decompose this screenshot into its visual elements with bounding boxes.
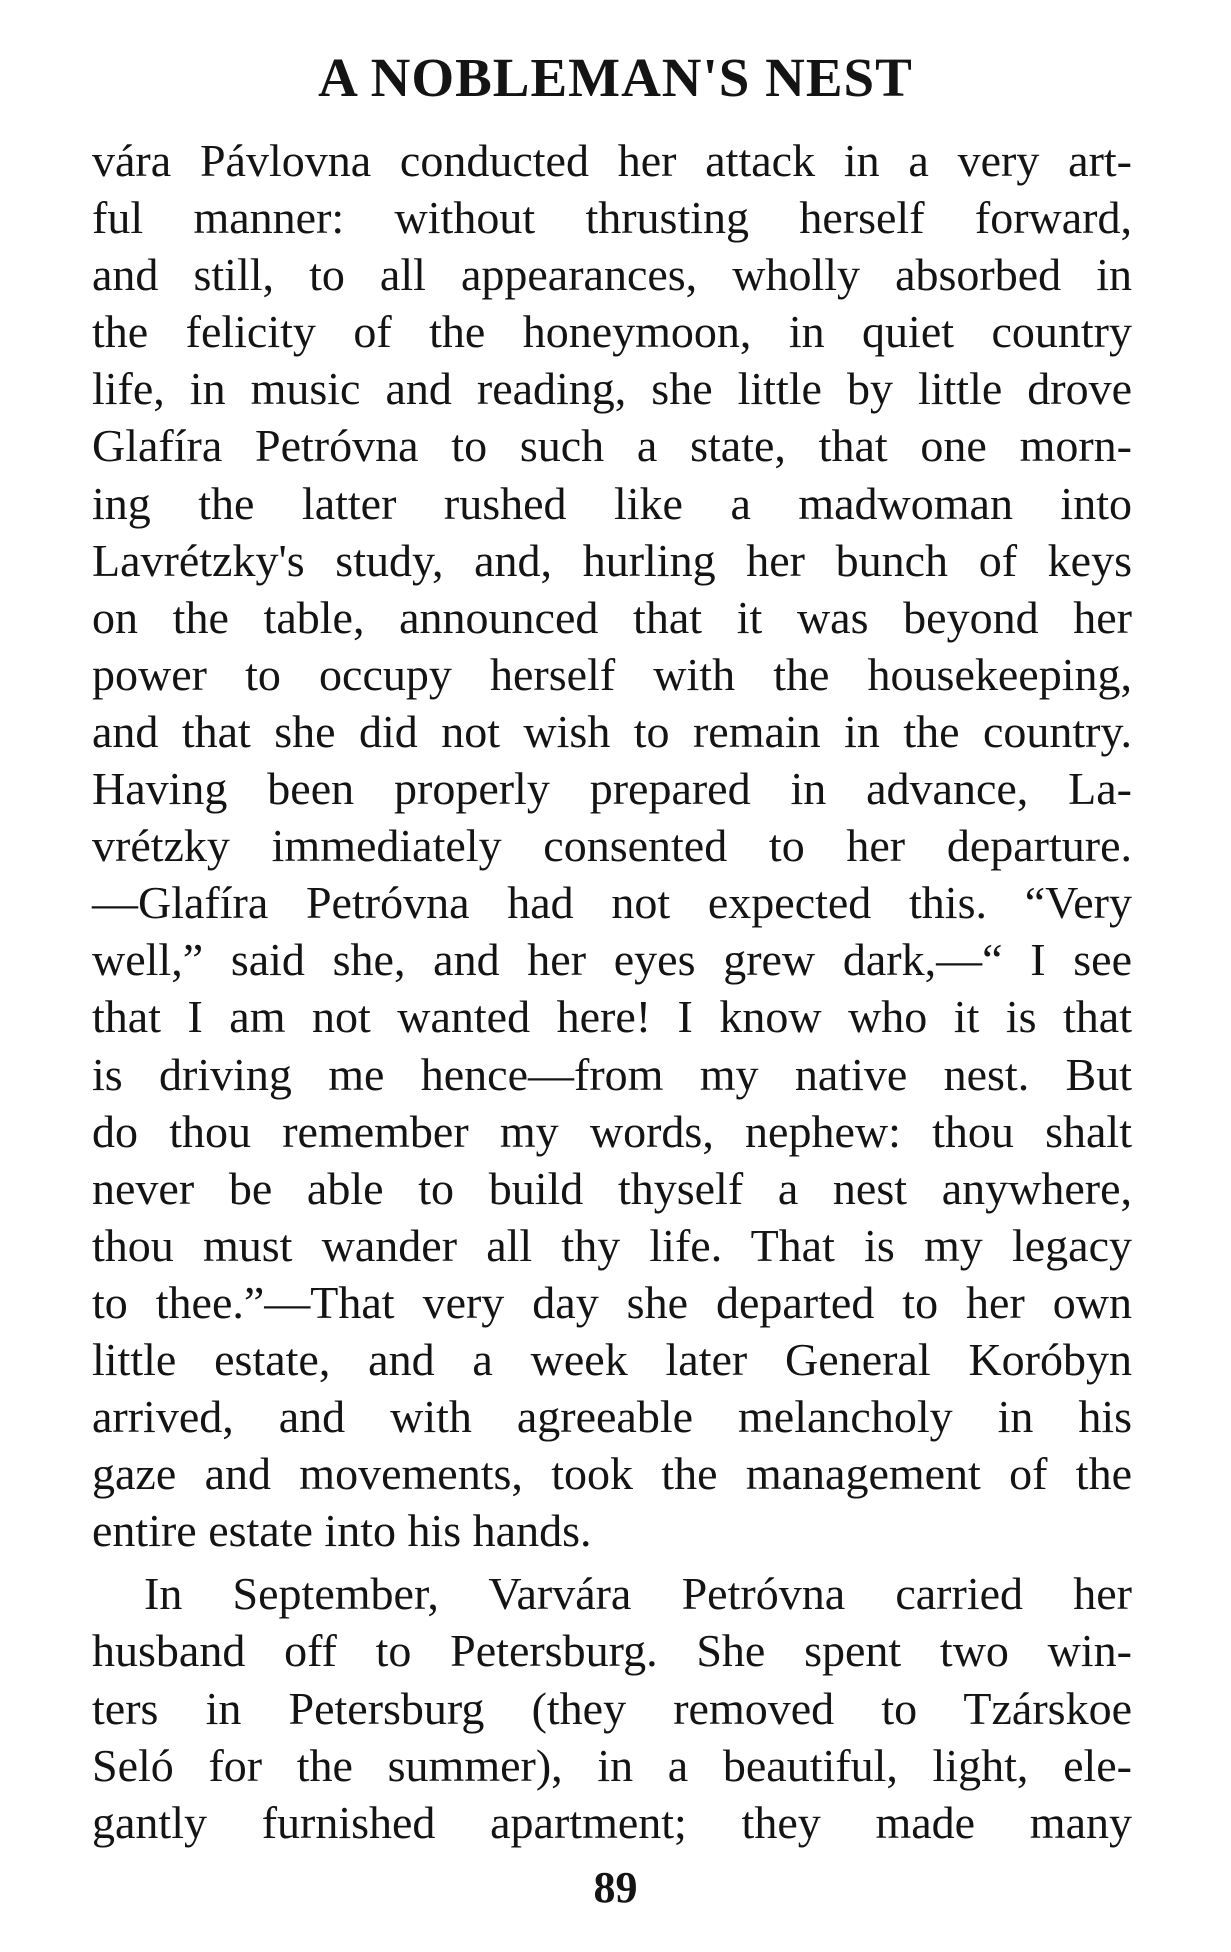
text-line: husband off to Petersburg. She spent two win- (92, 1625, 1132, 1677)
text-line: is driving me hence—from my native nest. But (92, 1048, 1132, 1100)
text-line: Seló for the summer), in a beautiful, light, ele- (92, 1739, 1132, 1791)
text-line: power to occupy herself with the housekeeping, (92, 648, 1132, 700)
text-line: Lavrétzky's study, and, hurling her bunch of keys (92, 534, 1132, 586)
body-text (92, 132, 1132, 1851)
text-line: on the table, announced that it was beyond her (92, 591, 1132, 643)
text-line: do thou remember my words, nephew: thou shalt (92, 1105, 1132, 1157)
text-line: ing the latter rushed like a madwoman into (92, 477, 1132, 529)
text-line: never be able to build thyself a nest anywhere, (92, 1162, 1132, 1214)
text-line: ters in Petersburg (they removed to Tzárskoe (92, 1682, 1132, 1734)
text-line: vára Pávlovna conducted her attack in a very art- (92, 135, 1132, 186)
text-line: gaze and movements, took the management of the (92, 1448, 1132, 1500)
text-line: arrived, and with agreeable melancholy in his (92, 1391, 1132, 1443)
page-number: 89 (593, 1863, 638, 1912)
text-line: gantly furnished apartment; they made many (92, 1796, 1132, 1848)
text-line: Having been properly prepared in advance, La- (92, 763, 1132, 815)
text-line: well,” said she, and her eyes grew dark,—“ I see (92, 934, 1132, 986)
text-line: to thee.”—That very day she departed to her own (92, 1276, 1132, 1328)
running-title: A NOBLEMAN'S NEST (318, 47, 913, 108)
text-line: little estate, and a week later General Koróbyn (92, 1333, 1132, 1385)
text-line: that I am not wanted here! I know who it is that (92, 991, 1132, 1043)
text-line: the felicity of the honeymoon, in quiet country (92, 306, 1132, 358)
text-line: —Glafíra Petróvna had not expected this. “Very (92, 877, 1132, 929)
text-line: In September, Varvára Petróvna carried her (144, 1568, 1132, 1620)
text-line: entire estate into his hands. (92, 1505, 592, 1557)
text-line: and that she did not wish to remain in the country. (92, 705, 1132, 757)
text-line: life, in music and reading, she little by little drove (92, 363, 1132, 415)
text-line: vrétzky immediately consented to her departure. (92, 820, 1132, 872)
text-line: ful manner: without thrusting herself forward, (92, 192, 1132, 244)
paragraph-2 (92, 1565, 1132, 1850)
paragraph-1 (92, 132, 1132, 1559)
text-line: and still, to all appearances, wholly absorbed in (92, 249, 1132, 301)
text-line: thou must wander all thy life. That is my legacy (92, 1219, 1132, 1271)
text-line: Glafíra Petróvna to such a state, that one morn- (92, 420, 1132, 472)
